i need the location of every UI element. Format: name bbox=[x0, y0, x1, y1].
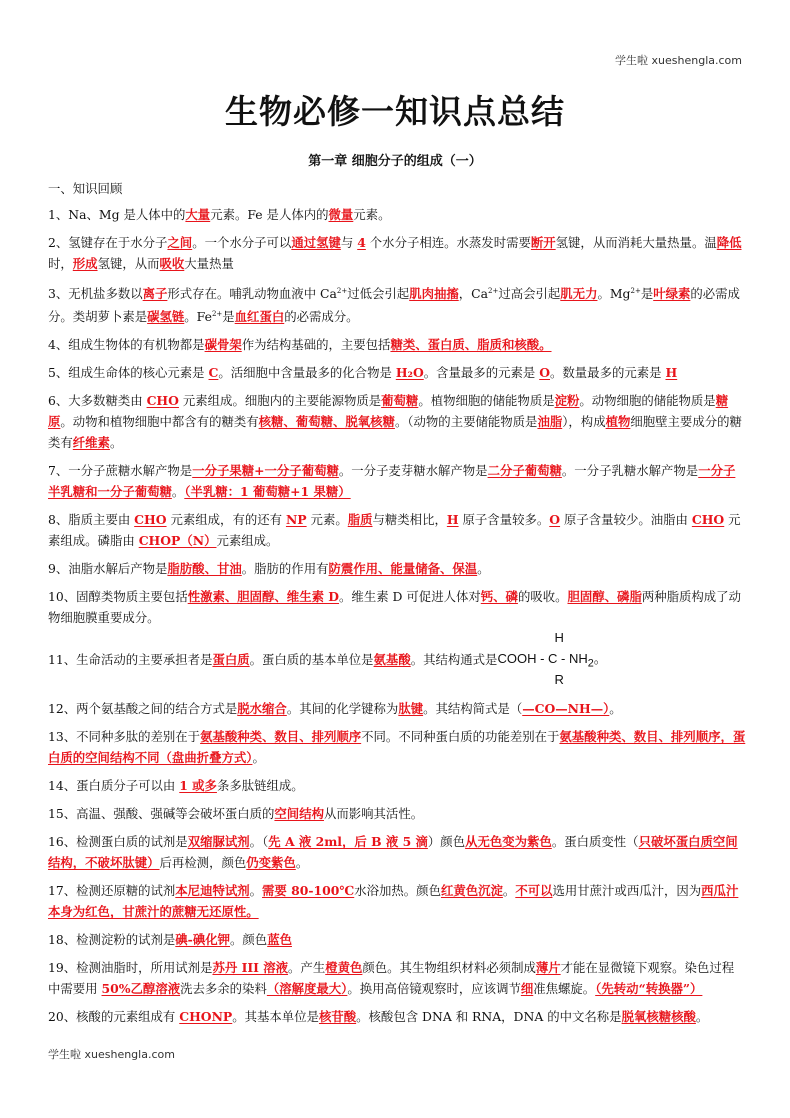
answer-text: 纤维素 bbox=[72, 435, 110, 451]
answer-text: 核苷酸 bbox=[318, 1009, 357, 1025]
item-text: 。Fe bbox=[184, 309, 212, 325]
chapter-heading: 第一章 细胞分子的组成（一） bbox=[308, 154, 482, 169]
item-text: 。颜色 bbox=[230, 932, 268, 948]
answer-text: 不可以 bbox=[515, 883, 553, 899]
answer-text: 糖原 bbox=[48, 393, 729, 430]
answer-text: 叶绿素 bbox=[653, 286, 691, 302]
answer-text: 降低 bbox=[716, 235, 742, 250]
answer-text: （半乳糖：1 葡萄糖+1 果糖） bbox=[184, 484, 351, 500]
item-text: 11、生命活动的主要承担者是 bbox=[48, 652, 213, 668]
answer-text: 肽键 bbox=[398, 701, 424, 717]
item-text: 20、核酸的元素组成有 bbox=[48, 1009, 180, 1025]
answer-text: H₂O bbox=[395, 365, 424, 381]
item-text: 。 bbox=[171, 484, 185, 500]
answer-text: 苏丹 III 溶液 bbox=[212, 960, 289, 976]
list-item bbox=[48, 803, 746, 824]
answer-text: H bbox=[665, 365, 678, 381]
answer-text: 先 A 液 2ml，后 B 液 5 滴 bbox=[268, 834, 428, 850]
item-text: 。（ bbox=[249, 834, 269, 850]
item-text: 10、固醇类物质主要包括 bbox=[48, 589, 188, 605]
answer-text: H bbox=[446, 512, 459, 528]
item-text: 。其间的化学键称为 bbox=[286, 701, 399, 717]
item-text: 颜色。其生物组织材料必须制成 bbox=[362, 960, 536, 976]
answer-text: 碳氢链 bbox=[147, 309, 185, 325]
item-text: 。 bbox=[477, 561, 490, 577]
answer-text: 薄片 bbox=[535, 960, 561, 976]
answer-text: 脂质 bbox=[347, 512, 373, 528]
answer-text: 红黄色沉淀 bbox=[440, 883, 503, 899]
answer-text: 钙、磷 bbox=[480, 589, 518, 605]
item-text: 是 bbox=[222, 309, 235, 325]
answer-text: C bbox=[208, 365, 219, 381]
answer-text: CHO bbox=[691, 512, 725, 528]
item-text: 时， bbox=[48, 256, 73, 271]
item-text: ），构成 bbox=[562, 414, 606, 430]
item-text: 选用甘蔗汁或西瓜汁，因为 bbox=[552, 883, 702, 899]
answer-text: 防震作用、能量储备、保温 bbox=[328, 561, 478, 577]
answer-text: 4 bbox=[357, 235, 366, 250]
item-text: 元素。 bbox=[353, 207, 391, 222]
item-text: 。Mg bbox=[597, 286, 631, 302]
item-text: 原子含量较少。油脂由 bbox=[560, 512, 692, 528]
item-text: 9、油脂水解后产物是 bbox=[48, 561, 168, 577]
item-text: 氢键，从而消耗大量热量。温 bbox=[555, 235, 717, 250]
answer-text: 断开 bbox=[530, 235, 556, 250]
list-item bbox=[48, 509, 746, 551]
answer-text: 脱水缩合 bbox=[237, 701, 287, 717]
item-text: 的必需成分。 bbox=[284, 309, 359, 325]
formula-subscript: 2 bbox=[587, 657, 594, 670]
answer-text: CHO bbox=[134, 512, 167, 528]
list-item bbox=[48, 698, 746, 719]
item-text: 16、检测蛋白质的试剂是 bbox=[48, 834, 188, 850]
answer-text: 氨基酸 bbox=[373, 652, 411, 668]
item-text: 。一分子麦芽糖水解产物是 bbox=[338, 463, 488, 479]
answer-text: 形成 bbox=[72, 256, 98, 271]
item-text: 。 bbox=[109, 435, 123, 451]
item-text: 过高会引起 bbox=[498, 286, 561, 302]
list-item bbox=[48, 362, 746, 383]
item-text: 1、Na、Mg 是人体中的 bbox=[48, 207, 186, 222]
item-text: 15、高温、强酸、强碱等会破坏蛋白质的 bbox=[48, 806, 275, 822]
answer-text: （溶解度最大） bbox=[266, 981, 348, 997]
answer-text: 脱氧核糖核酸 bbox=[621, 1009, 696, 1025]
answer-text: 空间结构 bbox=[274, 806, 324, 822]
answer-text: 蛋白质 bbox=[212, 652, 250, 668]
item-text: 。核酸包含 DNA 和 RNA，DNA 的中文名称是 bbox=[356, 1009, 622, 1025]
item-text: 。动物和植物细胞中都含有的糖类有 bbox=[60, 414, 259, 430]
item-text: 8、脂质主要由 bbox=[48, 512, 135, 528]
superscript: 2+ bbox=[488, 287, 499, 295]
knowledge-list bbox=[48, 204, 746, 1027]
item-text: 。 bbox=[295, 855, 309, 871]
answer-text: 蓝色 bbox=[267, 932, 292, 948]
list-item bbox=[48, 460, 746, 502]
answer-text: 大量 bbox=[185, 207, 211, 222]
list-item bbox=[48, 726, 746, 768]
item-text: 。蛋白质的基本单位是 bbox=[249, 652, 374, 668]
answer-text: 植物 bbox=[605, 414, 631, 430]
answer-text: CHONP bbox=[179, 1009, 233, 1025]
answer-text: 葡萄糖 bbox=[381, 393, 419, 409]
answer-text: CHOP（N） bbox=[138, 533, 217, 549]
item-text: 与糖类相比， bbox=[372, 512, 447, 528]
item-text: 不同。不同种蛋白质的功能差别在于 bbox=[361, 729, 560, 745]
item-text: 洗去多余的染料 bbox=[180, 981, 267, 997]
superscript: 2+ bbox=[336, 287, 348, 295]
item-text: 。动物细胞的储能物质是 bbox=[579, 393, 716, 409]
answer-text: 氨基酸种类、数目、排列顺序 bbox=[200, 729, 362, 745]
list-item bbox=[48, 334, 746, 355]
answer-text: 西瓜汁本身为红色，甘蔗汁的蔗糖无还原性。 bbox=[48, 883, 739, 920]
superscript: 2+ bbox=[630, 287, 641, 295]
item-text: 18、检测淀粉的试剂是 bbox=[48, 932, 176, 948]
item-text: ）颜色 bbox=[427, 834, 466, 850]
item-text: 才能在显微镜下观察。染色过程中需要用 bbox=[48, 960, 735, 997]
item-text: 元素组成，有的还有 bbox=[166, 512, 286, 528]
answer-text: 脂肪酸、甘油 bbox=[167, 561, 242, 577]
item-text: 。产生 bbox=[288, 960, 326, 976]
item-text: 水浴加热。颜色 bbox=[354, 883, 441, 899]
answer-text: O bbox=[549, 512, 561, 528]
answer-text: 血红蛋白 bbox=[234, 309, 285, 325]
item-text: 的必需成分。类胡萝卜素是 bbox=[48, 286, 740, 325]
formula-main bbox=[497, 648, 606, 675]
list-item bbox=[48, 232, 746, 274]
list-item bbox=[48, 586, 746, 628]
item-text: 过低会引起 bbox=[347, 286, 410, 302]
item-text: 。 bbox=[252, 750, 265, 766]
formula-top: H bbox=[554, 630, 564, 646]
item-text: 17、检测还原糖的试剂 bbox=[48, 883, 176, 899]
formula-main-text: COOH - C - NH bbox=[497, 651, 588, 667]
item-text: 后再检测，颜色 bbox=[159, 855, 247, 871]
item-text: 6、大多数糖类由 bbox=[48, 393, 147, 409]
amino-acid-formula bbox=[497, 630, 607, 688]
formula-bottom: R bbox=[554, 672, 564, 688]
answer-text: 只破坏蛋白质空间结构，不破坏肽键） bbox=[48, 834, 738, 871]
answer-text: 肌无力 bbox=[560, 286, 598, 302]
item-text: 原子含量较多。 bbox=[458, 512, 550, 528]
item-text: 。数量最多的元素是 bbox=[550, 365, 666, 381]
item-text: ，Ca bbox=[458, 286, 489, 302]
answer-text: 淀粉 bbox=[554, 393, 580, 409]
item-text: 。含量最多的元素是 bbox=[423, 365, 540, 381]
item-text: 2、氢键存在于水分子 bbox=[48, 235, 168, 250]
list-item bbox=[48, 880, 746, 922]
item-text: 与 bbox=[340, 235, 358, 250]
item-text: 12、两个氨基酸之间的结合方式是 bbox=[48, 701, 238, 717]
item-text: 细胞壁主要成分的糖类有 bbox=[48, 414, 742, 451]
answer-text: 需要 80-100℃ bbox=[262, 883, 355, 899]
item-text: 元素组成。磷脂由 bbox=[48, 512, 741, 549]
item-text: 14、蛋白质分子可以由 bbox=[48, 778, 180, 794]
document-title: 生物必修一知识点总结 bbox=[225, 92, 565, 131]
answer-text: 胆固醇、磷脂 bbox=[567, 589, 642, 605]
answer-text: 通过氢键 bbox=[291, 235, 341, 250]
answer-text: 仍变紫色 bbox=[246, 855, 296, 871]
answer-text: （先转动“转换器”） bbox=[595, 981, 703, 997]
header-site: 学生啦 xueshengla.com bbox=[615, 54, 742, 67]
item-text: 。蛋白质变性（ bbox=[551, 834, 639, 850]
item-text: 。植物细胞的储能物质是 bbox=[418, 393, 555, 409]
list-item bbox=[48, 775, 746, 796]
answer-text: 从无色变为紫色 bbox=[465, 834, 552, 850]
list-item bbox=[48, 558, 746, 579]
answer-text: 碳骨架 bbox=[204, 337, 242, 353]
item-text: 。（动物的主要储能物质是 bbox=[394, 414, 538, 430]
answer-text: 碘-碘化钾 bbox=[175, 932, 231, 948]
item-text: 条多肽链组成。 bbox=[216, 778, 304, 794]
item-text: 从而影响其活性。 bbox=[323, 806, 424, 822]
answer-text: 一分子半乳糖和一分子葡萄糖 bbox=[48, 463, 736, 500]
item-text: 元素组成。 bbox=[216, 533, 279, 549]
item-text: 形式存在。哺乳动物血液中 Ca bbox=[167, 286, 337, 302]
list-item bbox=[48, 957, 746, 999]
list-item bbox=[48, 204, 746, 225]
item-text: 。其结构简式是（ bbox=[423, 701, 523, 717]
item-text: 氢键，从而 bbox=[97, 256, 160, 271]
answer-text: 氨基酸种类、数目、排列顺序，蛋白质的空间结构不同（盘曲折叠方式） bbox=[48, 729, 746, 766]
item-text: 。维生素 D 可促进人体对 bbox=[339, 589, 481, 605]
list-item bbox=[48, 831, 746, 873]
item-text: 。其基本单位是 bbox=[232, 1009, 319, 1025]
item-text: 。 bbox=[249, 883, 263, 899]
answer-text: 1 或多 bbox=[179, 778, 217, 794]
item-text: 。其结构通式是 bbox=[410, 652, 498, 668]
item-text: 5、组成生命体的核心元素是 bbox=[48, 365, 209, 381]
item-text: 准焦螺旋。 bbox=[533, 981, 596, 997]
list-item bbox=[48, 1006, 746, 1027]
item-text: 的吸收。 bbox=[517, 589, 568, 605]
answer-text: 性激素、胆固醇、维生素 D bbox=[187, 589, 340, 605]
superscript: 2+ bbox=[211, 310, 223, 319]
answer-text: 一分子果糖+一分子葡萄糖 bbox=[192, 463, 339, 479]
item-text: 。脂肪的作用有 bbox=[241, 561, 329, 577]
item-text: 。活细胞中含量最多的化合物是 bbox=[218, 365, 396, 381]
item-text: 。一分子乳糖水解产物是 bbox=[561, 463, 699, 479]
item-text: 。 bbox=[695, 1009, 709, 1025]
answer-text: 50%乙醇溶液 bbox=[101, 981, 181, 997]
answer-text: CHO bbox=[146, 393, 179, 409]
item-text: 是 bbox=[640, 286, 654, 302]
item-text: 19、检测油脂时，所用试剂是 bbox=[48, 960, 213, 976]
answer-text: O bbox=[539, 365, 551, 381]
item-text: 3、无机盐多数以 bbox=[48, 286, 143, 302]
answer-text: 吸收 bbox=[159, 256, 185, 271]
item-text: 元素组成。细胞内的主要能源物质是 bbox=[178, 393, 382, 409]
item-text: 13、不同种多肽的差别在于 bbox=[48, 729, 201, 745]
list-item bbox=[48, 929, 746, 950]
item-text: 元素。Fe 是人体内的 bbox=[210, 207, 329, 222]
answer-text: NP bbox=[285, 512, 307, 528]
footer-site: 学生啦 xueshengla.com bbox=[48, 1048, 175, 1061]
item-text: 元素。 bbox=[306, 512, 348, 528]
answer-text: 橙黄色 bbox=[325, 960, 363, 976]
item-text: 。 bbox=[502, 883, 516, 899]
answer-text: 油脂 bbox=[537, 414, 563, 430]
item-text: 两种脂质构成了动物细胞膜重要成分。 bbox=[48, 589, 741, 626]
formula-tail: 。 bbox=[593, 651, 607, 667]
answer-text: —CO—NH—） bbox=[522, 701, 610, 717]
answer-text: 本尼迪特试剂 bbox=[175, 883, 250, 899]
answer-text: 之间 bbox=[167, 235, 193, 250]
item-text: 。换用高倍镜观察时，应该调节 bbox=[347, 981, 521, 997]
section-heading: 一、知识回顾 bbox=[48, 181, 123, 196]
answer-text: 双缩脲试剂 bbox=[187, 834, 250, 850]
content bbox=[48, 178, 746, 1034]
item-text: 。 bbox=[609, 701, 622, 717]
item-text: 4、组成生物体的有机物都是 bbox=[48, 337, 205, 353]
answer-text: 微量 bbox=[328, 207, 354, 222]
item-text: 作为结构基础的，主要包括 bbox=[241, 337, 391, 353]
item-text: 个水分子相连。水蒸发时需要 bbox=[365, 235, 531, 250]
list-item bbox=[48, 390, 746, 453]
list-item bbox=[48, 281, 746, 327]
answer-text: 二分子葡萄糖 bbox=[487, 463, 562, 479]
answer-text: 核糖、葡萄糖、脱氧核糖 bbox=[258, 414, 395, 430]
item-text: 7、一分子蔗糖水解产物是 bbox=[48, 463, 193, 479]
answer-text: 细 bbox=[520, 981, 534, 997]
list-item bbox=[48, 630, 746, 688]
item-text: 。一个水分子可以 bbox=[192, 235, 292, 250]
answer-text: 肌肉抽搐 bbox=[409, 286, 459, 302]
item-text: 大量热量 bbox=[184, 256, 234, 271]
answer-text: 糖类、蛋白质、脂质和核酸。 bbox=[390, 337, 552, 353]
answer-text: 离子 bbox=[142, 286, 168, 302]
